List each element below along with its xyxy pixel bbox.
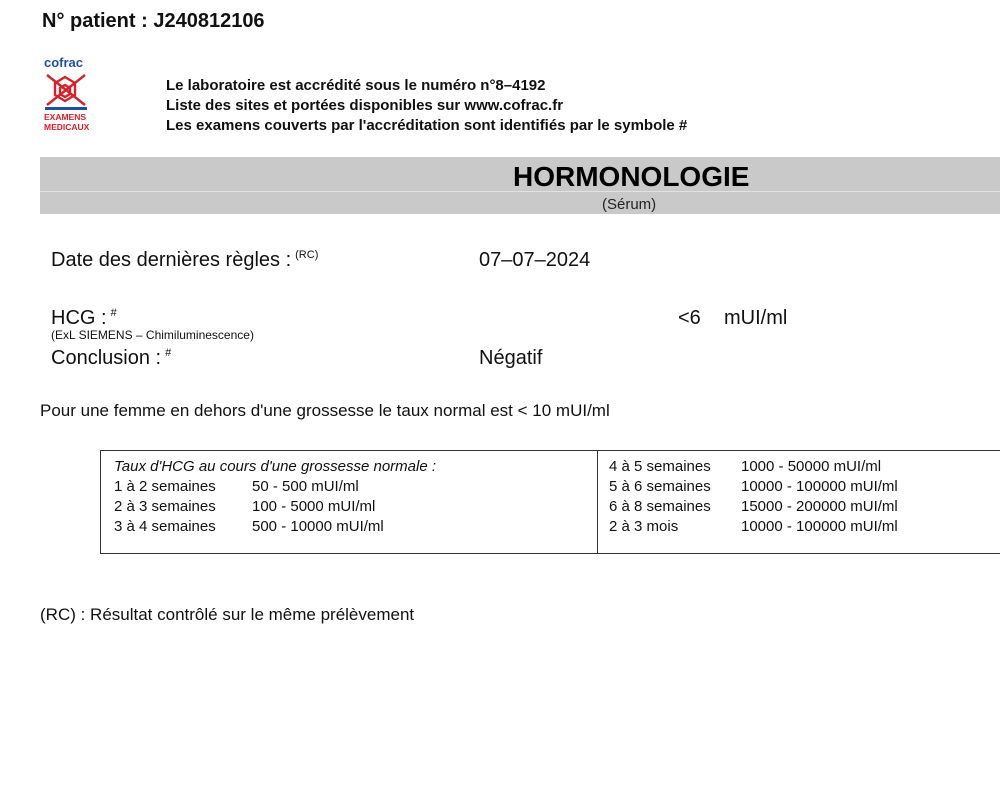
svg-text:MEDICAUX: MEDICAUX <box>44 122 89 132</box>
ref-period: 3 à 4 semaines <box>114 518 216 535</box>
ref-period: 2 à 3 mois <box>609 518 679 535</box>
rc-marker: (RC) <box>295 249 319 262</box>
ref-period: 4 à 5 semaines <box>609 458 711 475</box>
ref-range: 10000 - 100000 mUI/ml <box>741 518 898 535</box>
hcg-unit: mUI/ml <box>724 307 788 329</box>
ref-range: 10000 - 100000 mUI/ml <box>741 478 898 495</box>
section-subtitle: (Sérum) <box>602 196 657 213</box>
accredited-marker: # <box>110 307 117 320</box>
accredited-marker: # <box>165 347 172 360</box>
section-title: HORMONOLOGIE <box>513 161 750 192</box>
ref-period: 6 à 8 semaines <box>609 498 711 515</box>
accreditation-symbol-note: Les examens couverts par l'accréditation sont identifiés par le symbole # <box>166 117 688 133</box>
patient-number: N° patient : J240812106 <box>42 10 265 32</box>
reference-table-divider <box>597 450 598 554</box>
svg-text:EXAMENS: EXAMENS <box>44 112 87 122</box>
conclusion-label: Conclusion : # <box>51 347 172 369</box>
hcg-label: HCG : # <box>51 307 117 329</box>
cofrac-logo <box>43 55 89 135</box>
ref-range: 50 - 500 mUI/ml <box>252 478 359 495</box>
ref-period: 5 à 6 semaines <box>609 478 711 495</box>
ref-period: 2 à 3 semaines <box>114 498 216 515</box>
ref-range: 1000 - 50000 mUI/ml <box>741 458 882 475</box>
hcg-value: <6 <box>678 307 701 329</box>
ddr-label: Date des dernières règles : $^{(RC)}$ <box>51 249 319 271</box>
ref-range: 500 - 10000 mUI/ml <box>252 518 384 535</box>
reference-table-title: Taux d'HCG au cours d'une grossesse normale : <box>114 458 437 475</box>
accreditation-sites: Liste des sites et portées disponibles sur www.cofrac.fr <box>166 97 564 114</box>
hcg-method: (ExL SIEMENS – Chimiluminescence) <box>51 328 254 342</box>
ddr-value: 07–07–2024 <box>479 249 591 271</box>
ref-range: 15000 - 200000 mUI/ml <box>741 498 898 515</box>
normal-range-note: Pour une femme en dehors d'une grossesse le taux normal est < 10 mUI/ml <box>40 401 610 420</box>
ref-range: 100 - 5000 mUI/ml <box>252 498 376 515</box>
accreditation-number: Le laboratoire est accrédité sous le numéro n°8–4192 <box>166 77 546 94</box>
svg-text:cofrac: cofrac <box>44 55 84 70</box>
rc-footnote: (RC) : Résultat contrôlé sur le même prélèvement <box>40 605 415 624</box>
ref-period: 1 à 2 semaines <box>114 478 216 495</box>
conclusion-value: Négatif <box>479 347 543 369</box>
